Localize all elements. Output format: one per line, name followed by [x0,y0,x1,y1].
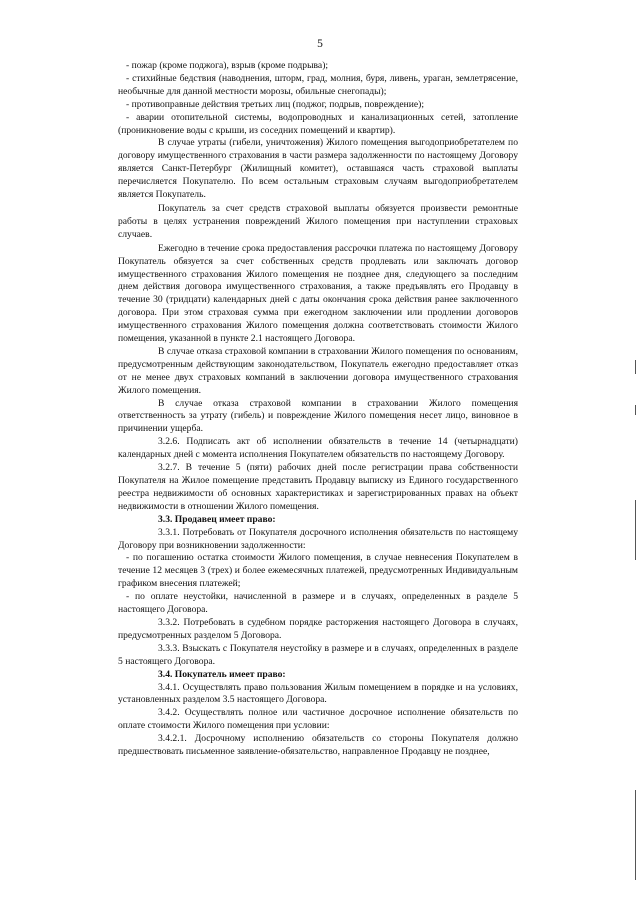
paragraph: - аварии отопительной системы, водопроводных и канализационных сетей, затопление (проникновение воды с крыши, из соседних помещений и квартир). [118,111,518,136]
paragraph: В случае отказа страховой компании в страховании Жилого помещения по основаниям, предусмотренным действующим законодательством, Покупатель ежегодно предоставляет отказ от не менее двух страховых компаний в заключении договора имущественного страхования Жилого помещения. [118,345,518,396]
scan-edge-mark [635,405,636,415]
scan-edge-mark [635,500,636,560]
paragraph: - по оплате неустойки, начисленной в размере и в случаях, определенных в разделе 5 настоящего Договора. [118,591,518,616]
section-heading: 3.4. Покупатель имеет право: [158,668,286,680]
paragraph: - стихийные бедствия (наводнения, шторм, град, молния, буря, ливень, ураган, землетрясение, необычные для данной местности морозы, обильные снегопады); [118,72,518,97]
paragraph: В случае утраты (гибели, уничтожения) Жилого помещения выгодоприобретателем по договору имущественного страхования в части размера задолженности по настоящему Договору является Санкт-Петербург (Жилищный комитет), оставшаяся часть страховой выплаты перечисляется Покупателю. По всем остальным страховым случаям выгодоприобретателем является Покупатель. [118,137,518,201]
paragraph: 3.4.2.1. Досрочному исполнению обязательств со стороны Покупателя должно предшествовать письменное заявление-обязательство, направленное Продавцу не позднее, [118,733,518,758]
paragraph: - по погашению остатка стоимости Жилого помещения, в случае невнесения Покупателем в течение 12 месяцев 3 (трех) и более ежемесячных платежей, предусмотренных Индивидуальным графиком внесения платежей; [118,552,518,590]
paragraph: - пожар (кроме поджога), взрыв (кроме подрыва); [126,60,329,71]
scan-edge-mark [635,360,636,374]
paragraph: 3.3.1. Потребовать от Покупателя досрочного исполнения обязательств по настоящему Договору при возникновении задолженности: [118,526,518,551]
paragraph: 3.2.6. Подписать акт об исполнении обязательств в течение 14 (четырнадцати) календарных дней с момента исполнения Покупателем обязательств по настоящему Договору. [118,436,518,461]
paragraph: 3.3.3. Взыскать с Покупателя неустойку в размере и в случаях, определенных в разделе 5 настоящего Договора. [118,642,518,667]
paragraph: - противоправные действия третьих лиц (поджог, подрыв, повреждение); [126,98,424,110]
paragraph: Покупатель за счет средств страховой выплаты обязуется произвести ремонтные работы в целях устранения повреждений Жилого помещения при наступлении страховых случаев. [118,202,518,240]
document-body [118,60,518,759]
paragraph: 3.3.2. Потребовать в судебном порядке расторжения настоящего Договора в случаях, предусмотренных разделом 5 Договора. [118,616,518,641]
section-heading: 3.3. Продавец имеет право: [158,513,276,525]
scan-edge-mark [635,790,636,880]
page-number: 5 [317,38,323,50]
paragraph: В случае отказа страховой компании в страховании Жилого помещения ответственность за утрату (гибель) и повреждение Жилого помещения несет лицо, виновное в причинении ущерба. [118,397,518,435]
paragraph: 3.2.7. В течение 5 (пяти) рабочих дней после регистрации права собственности Покупателя на Жилое помещение представить Продавцу выписку из Единого государственного реестра недвижимости об основных характеристиках и зарегистрированных правах на объект недвижимости в отношении Жилого помещения. [118,462,518,512]
paragraph: 3.4.1. Осуществлять право пользования Жилым помещением в порядке и на условиях, установленных разделом 3.5 настоящего Договора. [118,681,518,706]
paragraph: 3.4.2. Осуществлять полное или частичное досрочное исполнение обязательств по оплате стоимости Жилого помещения при условии: [118,707,518,732]
paragraph: Ежегодно в течение срока предоставления рассрочки платежа по настоящему Договору Покупатель обязуется за счет собственных средств продлевать или заключать договор имущественного страхования Жилого помещения не позднее дня, следующего за последним днем действия договора имущественного страхования, а также предъявлять его Продавцу в течение 30 (тридцати) календарных дней с даты окончания срока действия ранее заключенного договора. При этом страховая сумма при ежегодном заключении или продлении договоров имущественного страхования Жилого помещения должна соответствовать стоимости Жилого помещения, указанной в пункте 2.1 настоящего Договора. [118,242,518,345]
